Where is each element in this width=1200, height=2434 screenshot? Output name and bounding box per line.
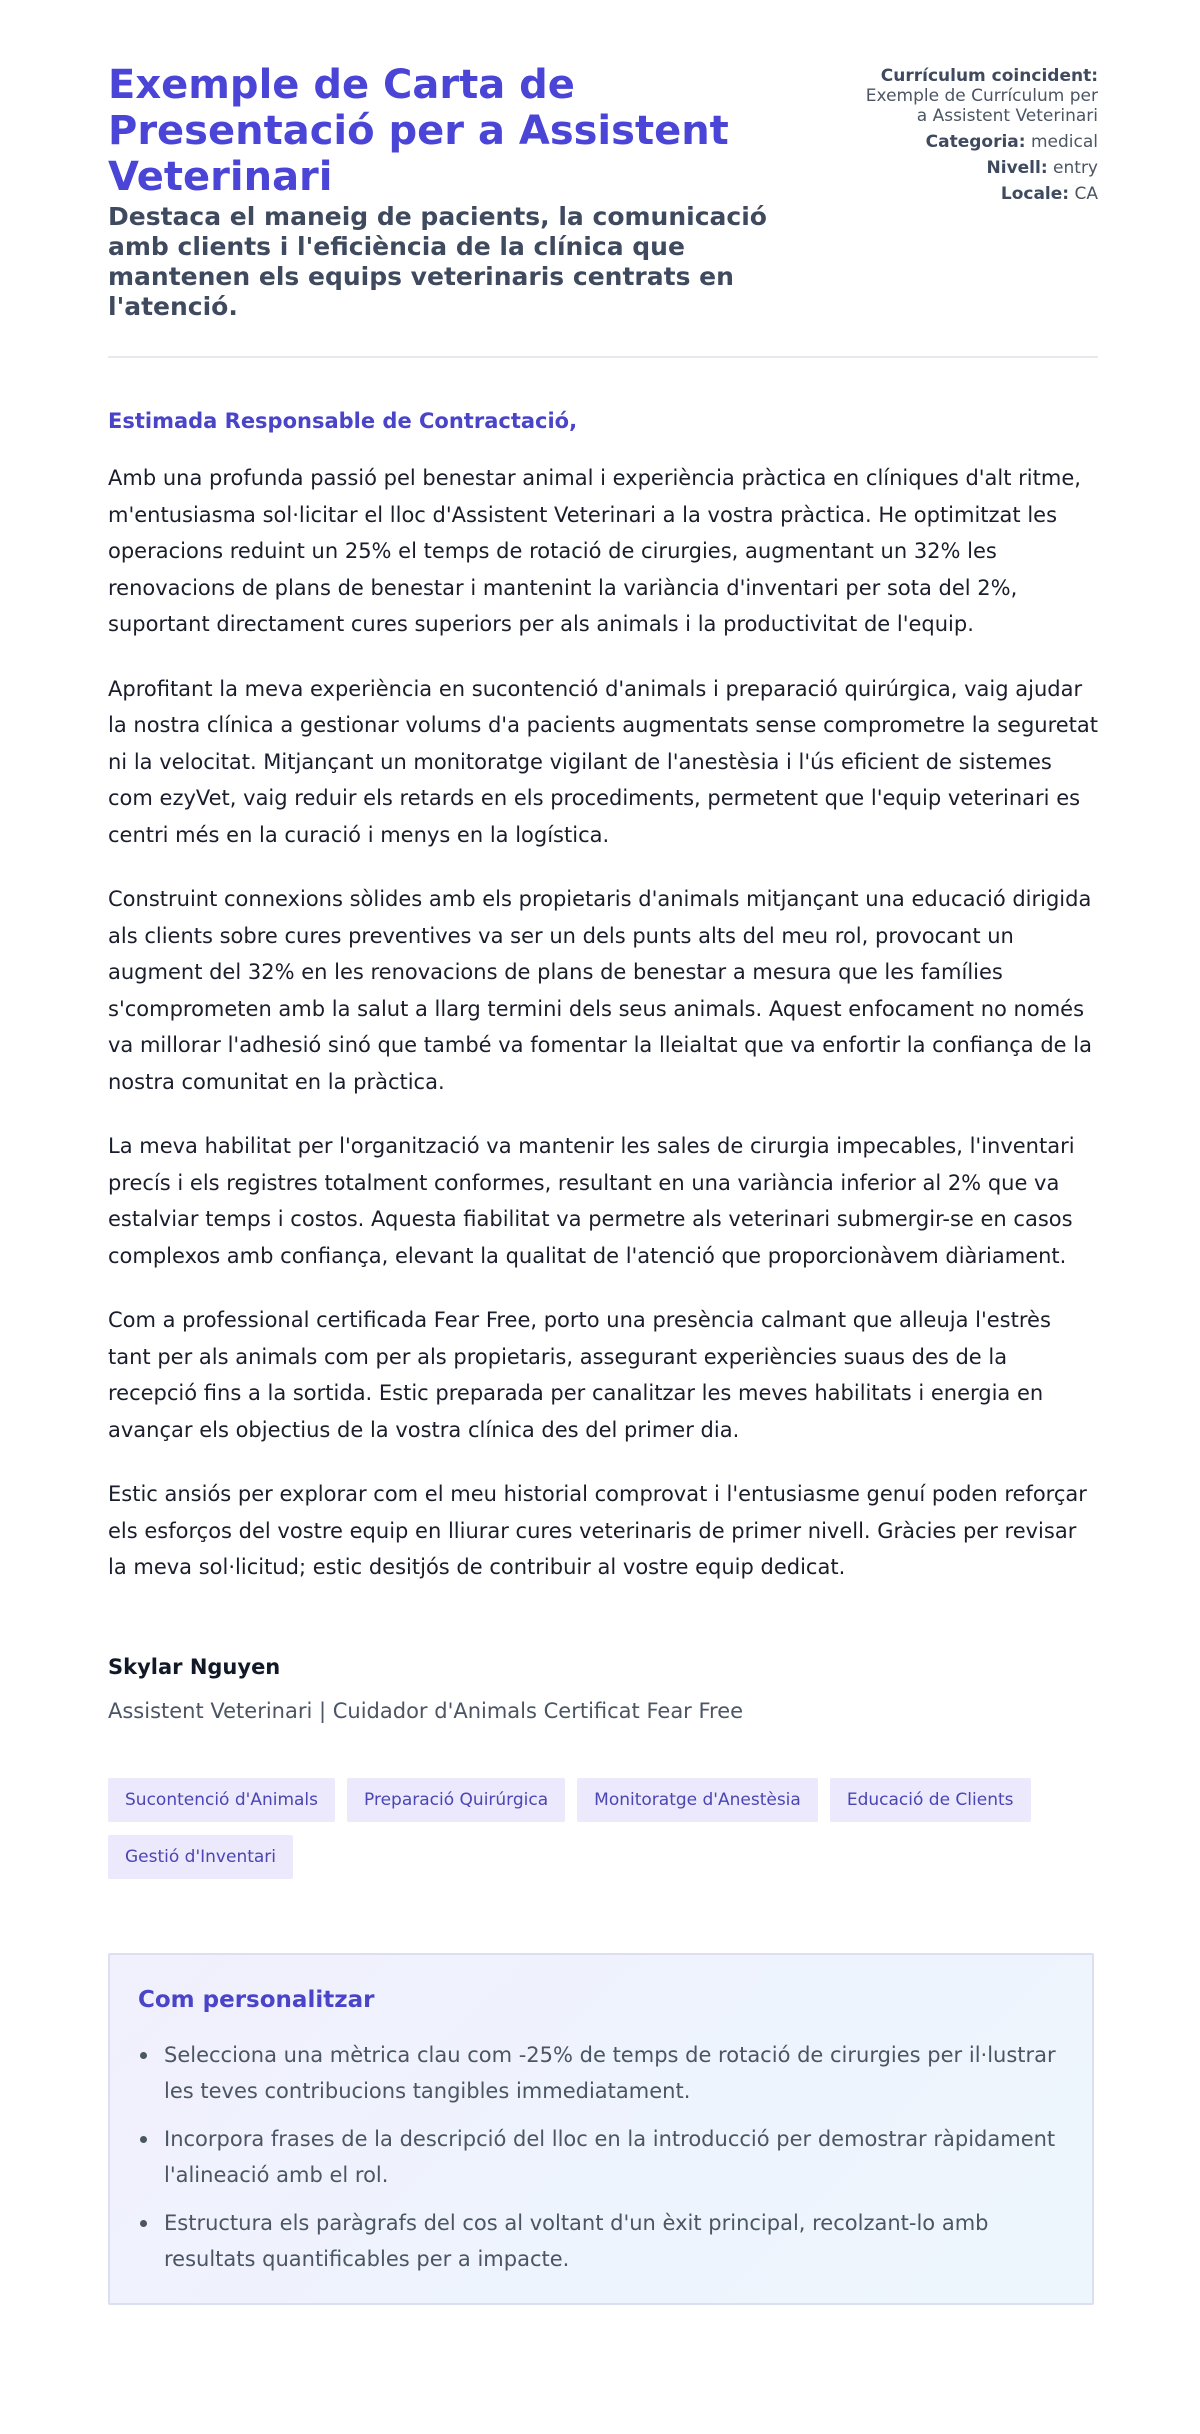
meta-level-value: entry: [1053, 158, 1098, 178]
salutation: Estimada Responsable de Contractació,: [108, 409, 578, 433]
tips-item-text: Selecciona una mètrica clau com -25% de temps de rotació de cirurgies per il·lustrar les teves contribucions tangibles immediatament.: [164, 2042, 1056, 2103]
skill-tag: Gestió d'Inventari: [108, 1835, 293, 1879]
letter-paragraph: Estic ansiós per explorar com el meu historial comprovat i l'entusiasme genuí poden reforçar els esforços del vostre equip en lliurar cures veterinaris de primer nivell. Gràcies per revisar la meva sol·licitud; estic desitjós de contribuir al vostre equip dedicat.: [108, 1482, 1087, 1579]
letter-body: [108, 406, 1098, 1586]
tips-list-item: [138, 2121, 1064, 2193]
metadata-panel: [858, 66, 1098, 210]
meta-locale-value: CA: [1074, 184, 1098, 204]
header-divider: [108, 356, 1098, 358]
meta-category: [858, 132, 1098, 152]
letter-paragraph: Amb una profunda passió pel benestar animal i experiència pràctica en clíniques d'alt ritme, m'entusiasma sol·licitar el lloc d'Assistent Veterinari a la vostra pràctica. He optimitzat les operacions reduint un 25% el temps de rotació de cirurgies, augmentant un 32% les renovacions de plans de benestar i mantenint la variància d'inventari per sota del 2%, suportant directament cures superiors per als animals i la productivitat de l'equip.: [108, 466, 1081, 636]
page-subtitle: Destaca el maneig de pacients, la comunicació amb clients i l'eficiència de la clínica que mantenen els equips veterinaris centrats en l'atenció.: [108, 202, 767, 321]
meta-locale-label: Locale:: [1000, 184, 1070, 204]
letter-paragraph: Construint connexions sòlides amb els propietaris d'animals mitjançant una educació dirigida als clients sobre cures preventives va ser un dels punts alts del meu rol, provocant un augment del 32% en les renovacions de plans de benestar a mesura que les famílies s'comprometen amb la salut a llarg termini dels seus animals. Aquest enfocament no només va millorar l'adhesió sinó que també va fomentar la lleialtat que va enfortir la confiança de la nostra comunitat en la pràctica.: [108, 887, 1092, 1094]
skill-tag: Preparació Quirúrgica: [347, 1778, 565, 1822]
tips-list: [138, 2037, 1064, 2277]
letter-paragraph: Aprofitant la meva experiència en sucontenció d'animals i preparació quirúrgica, vaig ajudar la nostra clínica a gestionar volums d'a pacients augmentats sense comprometre la seguretat ni la velocitat. Mitjançant un monitoratge vigilant de l'anestèsia i l'ús eficient de sistemes com ezyVet, vaig reduir els retards en els procediments, permetent que l'equip veterinari es centri més en la curació i menys en la logística.: [108, 676, 1099, 847]
skill-tag: Educació de Clients: [830, 1778, 1031, 1822]
customization-tips-box: [108, 1953, 1094, 2305]
tips-title: Com personalitzar: [138, 1986, 375, 2013]
bullet-icon: [140, 2052, 147, 2059]
signature-block: [108, 1652, 1098, 1726]
meta-level-label: Nivell:: [986, 158, 1048, 178]
letter-paragraph: Com a professional certificada Fear Free, porto una presència calmant que alleuja l'estrès tant per als animals com per als propietaris, assegurant experiències suaus des de la recepció fins a la sortida. Estic preparada per canalitzar les meves habilitats i energia en avançar els objectius de la vostra clínica des del primer dia.: [108, 1308, 1051, 1442]
page-title: Exemple de Carta de Presentació per a Assistent Veterinari: [108, 62, 729, 200]
signature-role: Assistent Veterinari | Cuidador d'Animals Certificat Fear Free: [108, 1698, 744, 1723]
page-header: [108, 62, 1098, 322]
meta-level: [858, 158, 1098, 178]
signature-name: Skylar Nguyen: [108, 1654, 281, 1679]
meta-matching-resume-value: Exemple de Currículum per a Assistent Veterinari: [865, 86, 1098, 126]
bullet-icon: [140, 2220, 147, 2227]
tips-list-item: [138, 2037, 1064, 2109]
meta-matching-resume: [858, 66, 1098, 126]
skill-tag: Monitoratge d'Anestèsia: [577, 1778, 818, 1822]
tips-item-text: Incorpora frases de la descripció del lloc en la introducció per demostrar ràpidament l'alineació amb el rol.: [164, 2126, 1056, 2187]
bullet-icon: [140, 2136, 147, 2143]
header-left: [108, 62, 808, 322]
letter-paragraph: La meva habilitat per l'organització va mantenir les sales de cirurgia impecables, l'inventari precís i els registres totalment conformes, resultant en una variància inferior al 2% que va estalviar temps i costos. Aquesta fiabilitat va permetre als veterinari submergir-se en casos complexos amb confiança, elevant la qualitat de l'atenció que proporcionàvem diàriament.: [108, 1134, 1075, 1268]
skill-tag: Sucontenció d'Animals: [108, 1778, 335, 1822]
skill-tags: [108, 1778, 1108, 1879]
meta-matching-resume-label: Currículum coincident:: [880, 66, 1098, 86]
tips-list-item: [138, 2205, 1064, 2277]
tips-item-text: Estructura els paràgrafs del cos al voltant d'un èxit principal, recolzant-lo amb resultats quantificables per a impacte.: [164, 2210, 989, 2271]
meta-category-value: medical: [1030, 132, 1098, 152]
meta-locale: [858, 184, 1098, 204]
meta-category-label: Categoria:: [925, 132, 1026, 152]
